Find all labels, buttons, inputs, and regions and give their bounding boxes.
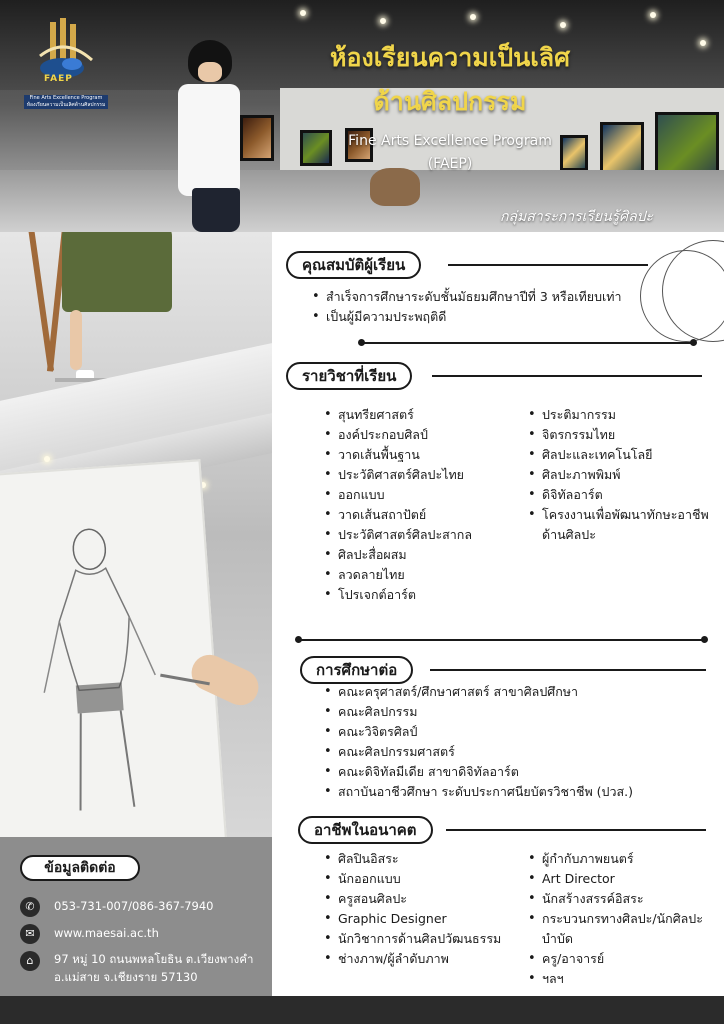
- list-item: • Art Director: [526, 869, 716, 889]
- list-item: • ศิลปะสื่อผสม: [322, 545, 472, 565]
- student-skirt: [192, 188, 240, 232]
- contact-website[interactable]: www.maesai.ac.th: [54, 926, 159, 940]
- list-item: • ประวัติศาสตร์ศิลปะสากล: [322, 525, 472, 545]
- ceiling-light: [700, 40, 706, 46]
- easel-leg: [12, 232, 54, 371]
- title-line-2: ด้านศิลปกรรม: [373, 87, 527, 116]
- faep-logo: [30, 16, 100, 100]
- logo-caption-thai: ห้องเรียนความเป็นเลิศด้านศิลปกรรม: [26, 102, 106, 108]
- ceiling-light: [300, 10, 306, 16]
- section-divider: [446, 829, 706, 831]
- list-item: • ประติมากรรม: [526, 405, 711, 425]
- ceiling-light: [560, 22, 566, 28]
- list-item: • นักสร้างสรรค์อิสระ: [526, 889, 716, 909]
- contact-heading: ข้อมูลติดต่อ: [20, 855, 140, 881]
- student-apron: [62, 232, 172, 312]
- list-item: • สุนทรียศาสตร์: [322, 405, 472, 425]
- list-item: • Graphic Designer: [322, 909, 501, 929]
- list-item: • วาดเส้นพื้นฐาน: [322, 445, 472, 465]
- ceiling-light: [650, 12, 656, 18]
- subjects-heading: รายวิชาที่เรียน: [286, 362, 412, 390]
- logo-caption-banner: [24, 95, 108, 109]
- list-item: • คณะครุศาสตร์/ศึกษาศาสตร์ สาขาศิลปศึกษา: [322, 682, 633, 702]
- divider-dot: [690, 339, 697, 346]
- list-item: • โปรเจกต์อาร์ต: [322, 585, 472, 605]
- further-study-heading: การศึกษาต่อ: [300, 656, 413, 684]
- list-item: • ครู/อาจารย์: [526, 949, 716, 969]
- list-item: • สำเร็จการศึกษาระดับชั้นมัธยมศึกษาปีที่ 3 หรือเทียบเท่า: [310, 287, 622, 307]
- list-item: • ผู้กำกับภาพยนตร์: [526, 849, 716, 869]
- ceiling-light: [470, 14, 476, 20]
- ceiling-light: [44, 456, 50, 462]
- section-divider: [448, 264, 648, 266]
- further-study-list: [322, 682, 633, 802]
- section-divider: [299, 639, 703, 641]
- list-item: • องค์ประกอบศิลป์: [322, 425, 472, 445]
- list-item: • ศิลปะภาพพิมพ์: [526, 465, 711, 485]
- list-item: • กระบวนกรทางศิลปะ/นักศิลปะบำบัด: [526, 909, 716, 949]
- decorative-circle: [640, 250, 724, 342]
- students-drawing-photo: [0, 232, 272, 837]
- list-item: • โครงงานเพื่อพัฒนาทักษะอาชีพด้านศิลปะ: [526, 505, 711, 545]
- qualifications-list: [310, 287, 622, 327]
- list-item: • เป็นผู้มีความประพฤติดี: [310, 307, 622, 327]
- careers-list-col1: [322, 849, 501, 969]
- subjects-list-col2: [526, 405, 711, 545]
- sketch-board: [0, 459, 227, 837]
- student-leg: [70, 310, 82, 370]
- list-item: • ลวดลายไทย: [322, 565, 472, 585]
- figure-sketch: [0, 461, 225, 837]
- section-divider: [432, 375, 702, 377]
- bottom-bar: [0, 996, 724, 1024]
- list-item: • สถาบันอาชีวศึกษา ระดับประกาศนียบัตรวิชาชีพ (ปวส.): [322, 782, 633, 802]
- department-name: กลุ่มสาระการเรียนรู้ศิลปะ: [500, 209, 654, 225]
- list-item: • วาดเส้นสถาปัตย์: [322, 505, 472, 525]
- list-item: • คณะศิลปกรรมศาสตร์: [322, 742, 633, 762]
- list-item: • ศิลปะและเทคโนโลยี: [526, 445, 711, 465]
- list-item: • ดิจิทัลอาร์ต: [526, 485, 711, 505]
- section-divider: [430, 669, 706, 671]
- student-shirt: [178, 84, 240, 196]
- subjects-list-col1: [322, 405, 472, 605]
- list-item: • นักวิชาการด้านศิลปวัฒนธรรม: [322, 929, 501, 949]
- sculpture: [370, 168, 420, 206]
- list-item: • ครูสอนศิลปะ: [322, 889, 501, 909]
- list-item: • นักออกแบบ: [322, 869, 501, 889]
- list-item: • ออกแบบ: [322, 485, 472, 505]
- list-item: • คณะวิจิตรศิลป์: [322, 722, 633, 742]
- phone-icon: ✆: [20, 897, 40, 917]
- subtitle-acronym: (FAEP): [427, 156, 473, 172]
- contact-address-line-1: 97 หมู่ 10 ถนนพหลโยธิน ต.เวียงพางคำ: [54, 952, 254, 966]
- section-divider: [362, 342, 692, 344]
- list-item: • ฯลฯ: [526, 969, 716, 989]
- contact-phone[interactable]: 053-731-007/086-367-7940: [54, 899, 214, 913]
- list-item: • คณะศิลปกรรม: [322, 702, 633, 722]
- ceiling-light: [380, 18, 386, 24]
- subtitle-english: Fine Arts Excellence Program: [348, 133, 552, 149]
- contact-address-line-2: อ.แม่สาย จ.เชียงราย 57130: [54, 970, 198, 984]
- home-icon: ⌂: [20, 951, 40, 971]
- list-item: • จิตรกรรมไทย: [526, 425, 711, 445]
- contact-panel: [0, 837, 272, 996]
- email-icon: ✉: [20, 924, 40, 944]
- artwork-frame: [240, 115, 274, 161]
- qualifications-heading: คุณสมบัติผู้เรียน: [286, 251, 421, 279]
- logo-text: FAEP: [44, 74, 73, 84]
- list-item: • คณะดิจิทัลมีเดีย สาขาดิจิทัลอาร์ต: [322, 762, 633, 782]
- list-item: • ประวัติศาสตร์ศิลปะไทย: [322, 465, 472, 485]
- careers-heading: อาชีพในอนาคต: [298, 816, 433, 844]
- logo-caption: Fine Arts Excellence Program: [29, 95, 103, 101]
- student-face: [198, 62, 222, 82]
- list-item: • ช่างภาพ/ผู้ลำดับภาพ: [322, 949, 501, 969]
- divider-dot: [701, 636, 708, 643]
- hero-gallery-photo: [0, 0, 724, 232]
- list-item: • ศิลปินอิสระ: [322, 849, 501, 869]
- title-line-1: ห้องเรียนความเป็นเลิศ: [330, 43, 570, 72]
- careers-list-col2: [526, 849, 716, 989]
